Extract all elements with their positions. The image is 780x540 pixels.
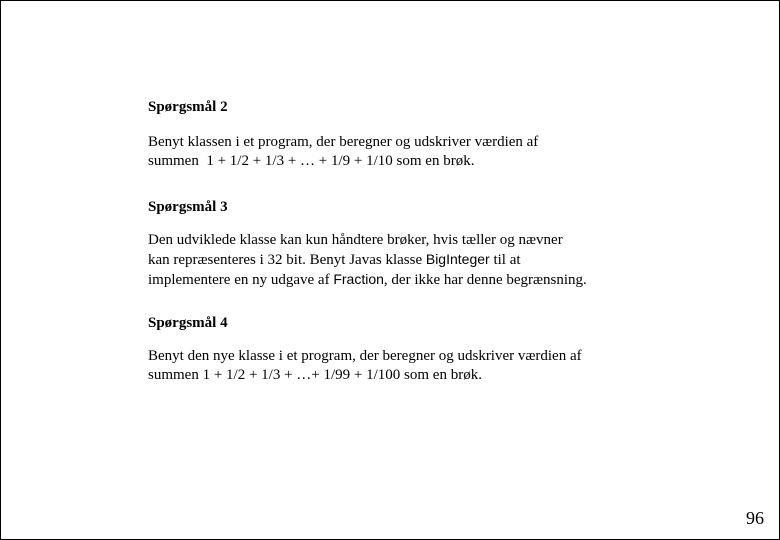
body-line: Benyt den nye klasse i et program, der beregner og udskriver værdien af — [148, 348, 582, 364]
section-4-body — [148, 347, 648, 385]
body-line: summen 1 + 1/2 + 1/3 + …+ 1/99 + 1/100 som en brøk. — [148, 367, 482, 383]
body-text: , der ikke har denne begrænsning. — [383, 272, 587, 288]
section-3-body — [148, 231, 648, 290]
section-heading-3: Spørgsmål 3 — [148, 199, 228, 215]
body-text: til at — [489, 252, 521, 268]
body-text: implementere en ny udgave af — [148, 272, 334, 288]
section-heading-4: Spørgsmål 4 — [148, 315, 228, 331]
section-heading-2: Spørgsmål 2 — [148, 99, 228, 115]
code-fraction: Fraction — [333, 271, 384, 287]
code-biginteger: BigInteger — [425, 251, 490, 267]
section-2-body — [148, 133, 628, 171]
body-text: kan repræsenteres i 32 bit. Benyt Javas klasse — [148, 252, 426, 268]
body-line: Den udviklede klasse kan kun håndtere brøker, hvis tæller og nævner — [148, 232, 563, 248]
body-line: summen 1 + 1/2 + 1/3 + … + 1/9 + 1/10 som en brøk. — [148, 153, 475, 169]
page-number: 96 — [746, 508, 764, 528]
body-line: Benyt klassen i et program, der beregner og udskriver værdien af — [148, 134, 539, 150]
